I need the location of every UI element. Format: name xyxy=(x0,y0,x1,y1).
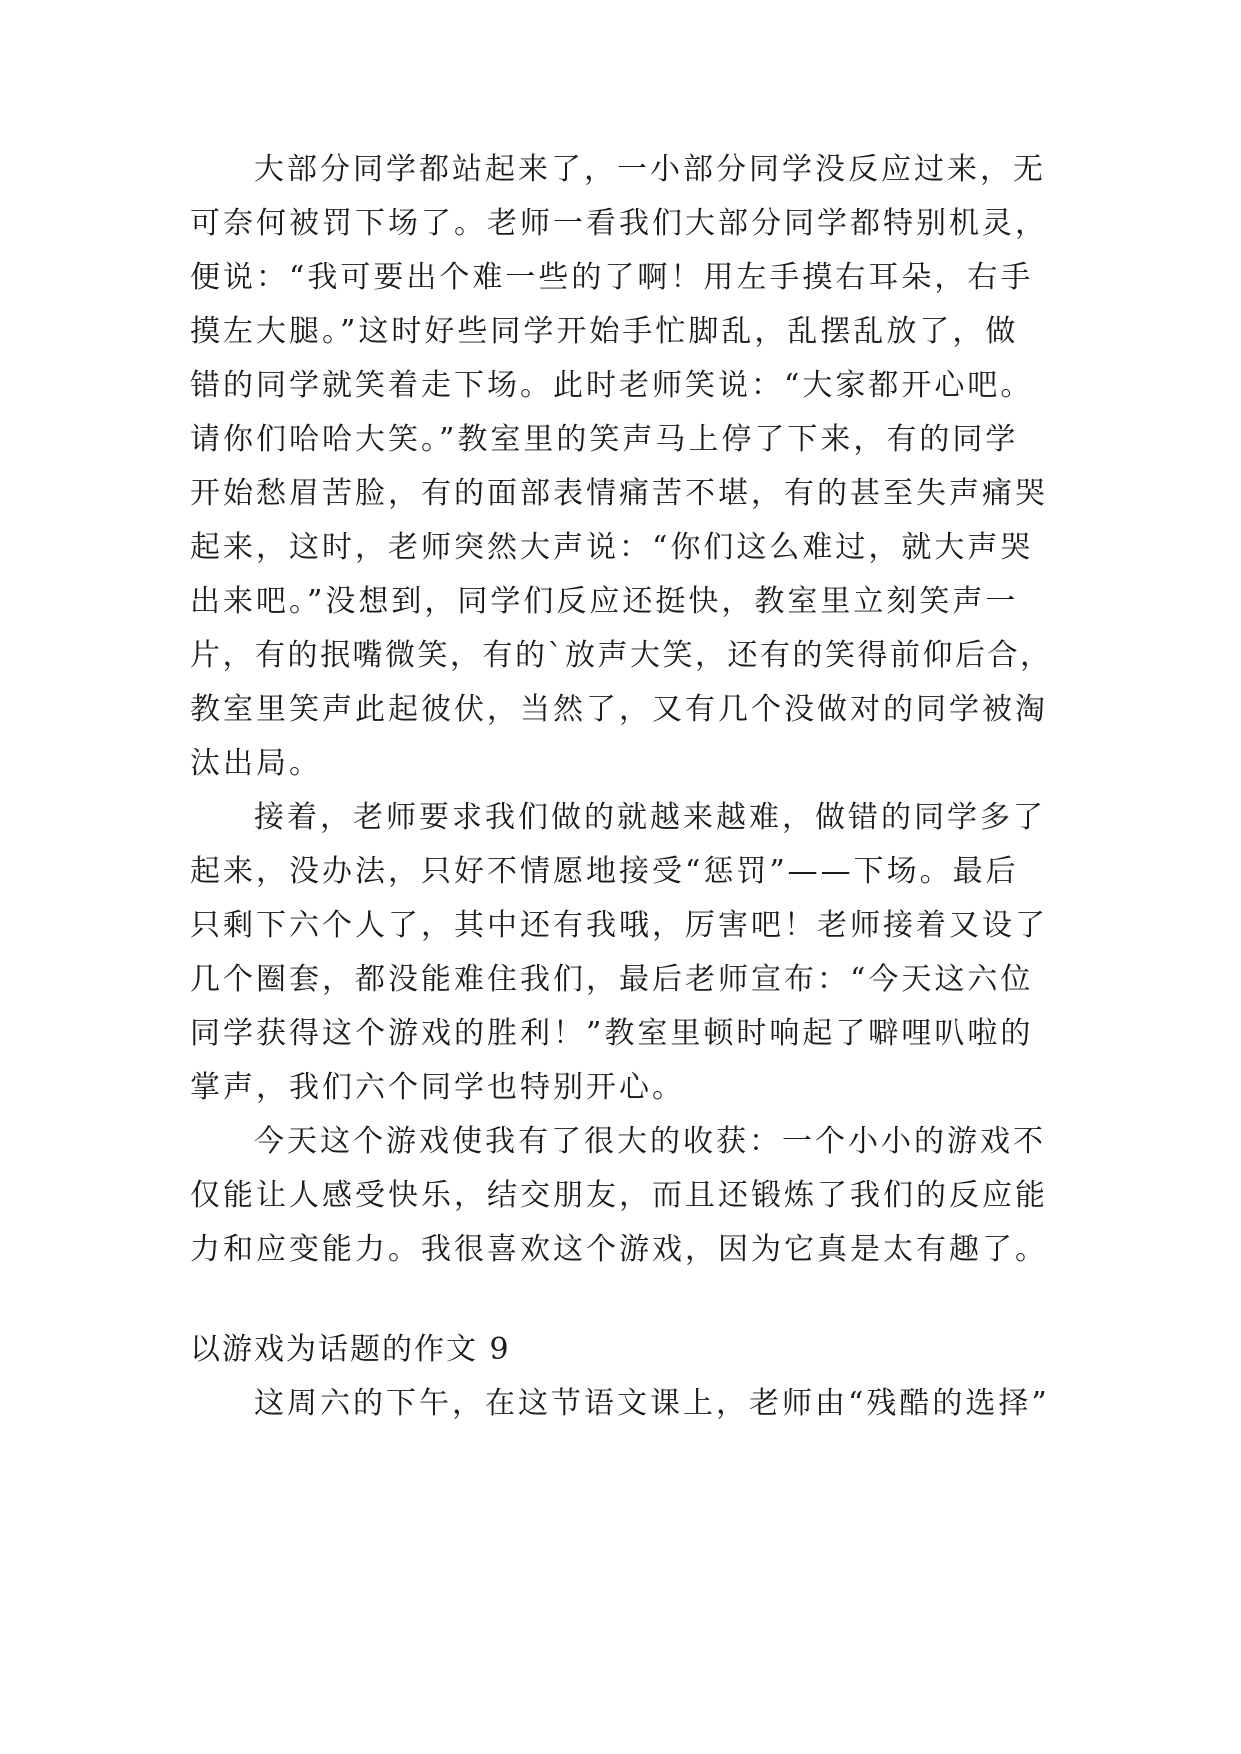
paragraph-line: 开始愁眉苦脸，有的面部表情痛苦不堪，有的甚至失声痛哭 xyxy=(190,476,1048,511)
paragraph-line: 教室里笑声此起彼伏，当然了，又有几个没做对的同学被淘 xyxy=(190,692,1048,727)
paragraph-line: 力和应变能力。我很喜欢这个游戏，因为它真是太有趣了。 xyxy=(190,1232,1048,1267)
paragraph-line: 这周六的下午，在这节语文课上，老师由“残酷的选择” xyxy=(254,1386,1050,1421)
paragraph-line: 同学获得这个游戏的胜利！”教室里顿时响起了噼哩叭啦的 xyxy=(190,1016,1034,1051)
paragraph-line: 大部分同学都站起来了，一小部分同学没反应过来，无 xyxy=(254,152,1046,187)
paragraph-line: 出来吧。”没想到，同学们反应还挺快，教室里立刻笑声一 xyxy=(190,584,1019,619)
paragraph-line: 接着，老师要求我们做的就越来越难，做错的同学多了 xyxy=(254,800,1046,835)
paragraph-line: 今天这个游戏使我有了很大的收获：一个小小的游戏不 xyxy=(254,1124,1046,1159)
paragraph-line: 掌声，我们六个同学也特别开心。 xyxy=(190,1070,685,1105)
paragraph-line: 几个圈套，都没能难住我们，最后老师宣布：“今天这六位 xyxy=(190,962,1034,997)
paragraph-line: 起来，这时，老师突然大声说：“你们这么难过，就大声哭 xyxy=(190,530,1034,565)
paragraph-line: 片，有的抿嘴微笑，有的`放声大笑，还有的笑得前仰后合， xyxy=(190,638,1053,673)
paragraph-line: 汰出局。 xyxy=(190,746,322,781)
paragraph-line: 起来，没办法，只好不情愿地接受“惩罚”——下场。最后 xyxy=(190,854,1019,889)
paragraph-line: 便说：“我可要出个难一些的了啊！用左手摸右耳朵，右手 xyxy=(190,260,1034,295)
paragraph-line: 请你们哈哈大笑。”教室里的笑声马上停了下来，有的同学 xyxy=(190,422,1019,457)
paragraph-line: 摸左大腿。”这时好些同学开始手忙脚乱，乱摆乱放了，做 xyxy=(190,314,1019,349)
paragraph-line: 错的同学就笑着走下场。此时老师笑说：“大家都开心吧。 xyxy=(190,368,1034,403)
paragraph-line: 仅能让人感受快乐，结交朋友，而且还锻炼了我们的反应能 xyxy=(190,1178,1048,1213)
paragraph-line: 可奈何被罚下场了。老师一看我们大部分同学都特别机灵， xyxy=(190,206,1048,241)
section-heading: 以游戏为话题的作文 9 xyxy=(190,1332,511,1367)
paragraph-line: 只剩下六个人了，其中还有我哦，厉害吧！老师接着又设了 xyxy=(190,908,1048,943)
